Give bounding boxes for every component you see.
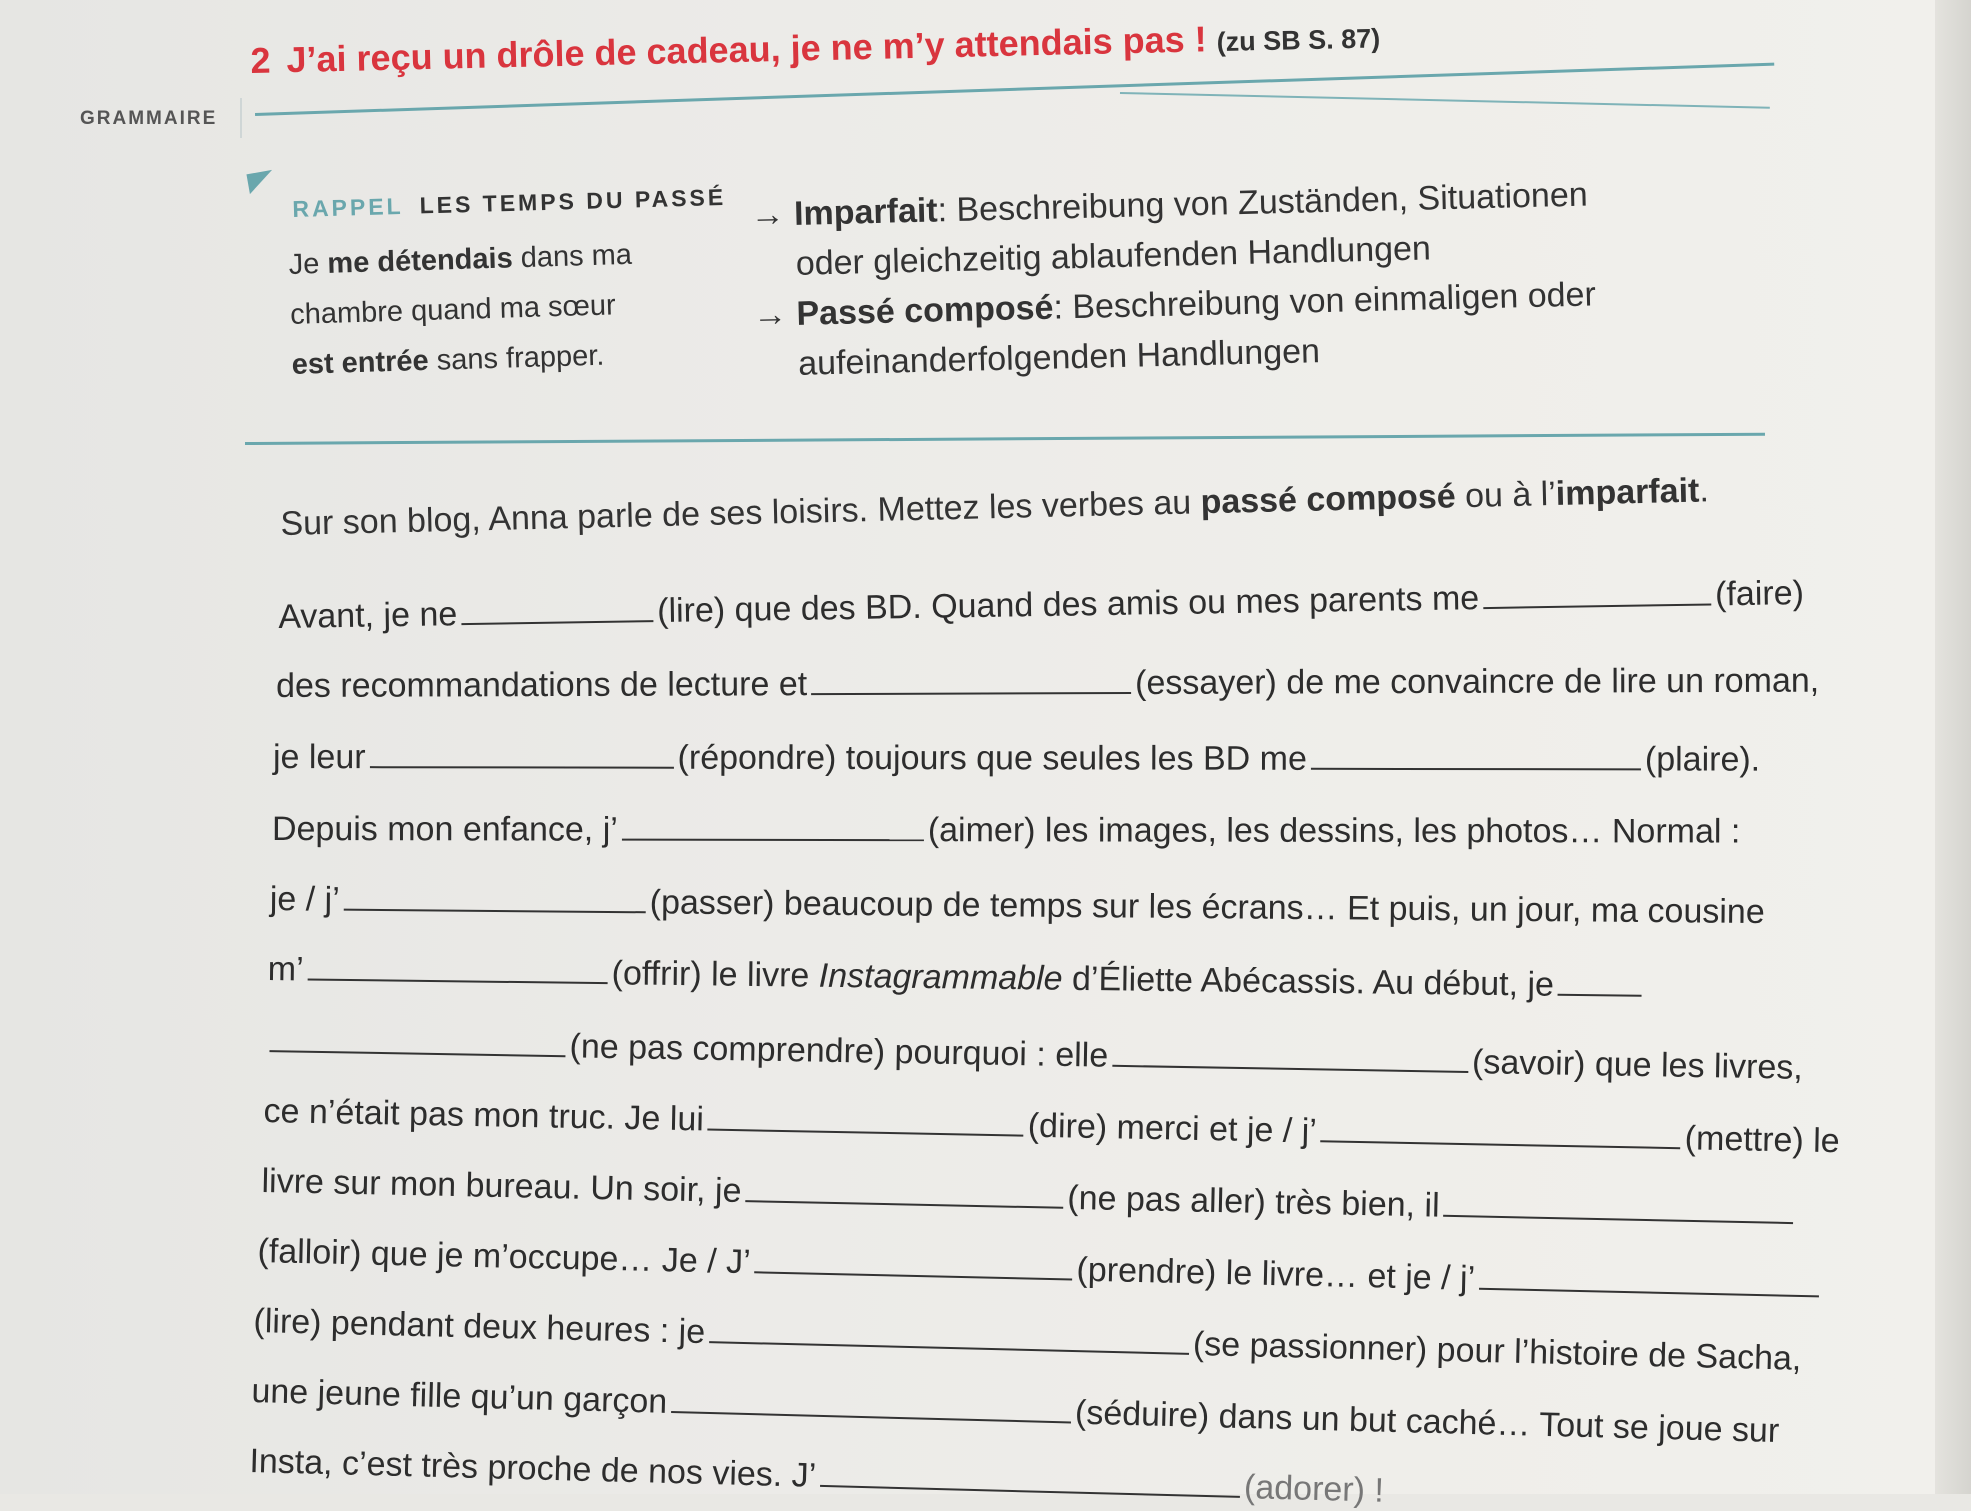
line-text: (ne pas aller) très bien, il — [1067, 1178, 1441, 1225]
line-text: (essayer) de me convaincre de lire un roman, — [1135, 661, 1820, 703]
exercise-line-3 — [273, 738, 1760, 780]
line-text: (plaire). — [1644, 740, 1761, 779]
exercise-line-11 — [253, 1302, 1802, 1379]
answer-blank[interactable] — [461, 592, 653, 625]
answer-blank[interactable] — [308, 950, 608, 984]
instruction-term-imparfait: imparfait — [1555, 471, 1700, 513]
rule-term-passe: Passé composé — [796, 288, 1054, 333]
line-text: (ne pas comprendre) pourquoi : elle — [569, 1027, 1109, 1075]
line-text: (falloir) que je m’occupe… Je / J’ — [257, 1232, 752, 1282]
exercise-number: 2 — [250, 39, 271, 81]
answer-blank[interactable] — [622, 811, 924, 842]
line-text: (passer) beaucoup de temps sur les écrans… Et puis, un jour, ma cousine — [649, 883, 1765, 932]
line-text: une jeune fille qu’un garçon — [251, 1372, 668, 1421]
exercise-line-13 — [249, 1442, 1384, 1511]
instruction-text: ou à l’ — [1455, 474, 1557, 516]
line-text: (répondre) toujours que seules les BD me — [677, 738, 1307, 778]
exercise-line-1 — [278, 574, 1804, 637]
answer-blank[interactable] — [1311, 740, 1641, 771]
answer-blank[interactable] — [344, 881, 646, 914]
exercise-title: J’ai reçu un drôle de cadeau, je ne m’y attendais pas ! — [286, 18, 1208, 81]
exercise-line-9 — [261, 1162, 1798, 1233]
exercise-line-2 — [276, 662, 1819, 706]
line-text: je / j’ — [269, 880, 340, 919]
exercise-line-8 — [263, 1092, 1840, 1161]
instruction-term-passe: passé composé — [1200, 477, 1457, 522]
line-text: livre sur mon bureau. Un soir, je — [261, 1162, 742, 1211]
exercise-line-7 — [265, 1022, 1803, 1088]
answer-blank[interactable] — [745, 1172, 1064, 1209]
rule-imparfait-line-2: oder gleichzeitig ablaufenden Handlungen — [795, 229, 1432, 283]
exercise-line-10 — [257, 1232, 1823, 1307]
line-text: Depuis mon enfance, j’ — [271, 810, 618, 849]
exercise-line-4 — [272, 810, 1740, 852]
line-text: (dire) merci et je / j’ — [1027, 1106, 1318, 1151]
exercise-line-6 — [268, 950, 1647, 1006]
line-text: (savoir) que les livres, — [1471, 1043, 1804, 1087]
line-text: (séduire) dans un but caché… Tout se joue sur — [1074, 1393, 1780, 1450]
example-text: Je — [288, 247, 328, 281]
rappel-title: LES TEMPS DU PASSÉ — [419, 183, 727, 219]
answer-blank[interactable] — [269, 1022, 565, 1057]
example-line-2: chambre quand ma sœur — [289, 289, 617, 331]
arrow-right-icon: → — [752, 295, 788, 334]
arrow-right-icon: → — [750, 195, 786, 234]
answer-blank[interactable] — [1112, 1037, 1468, 1073]
answer-blank[interactable] — [708, 1101, 1025, 1137]
answer-blank[interactable] — [820, 1457, 1241, 1498]
answer-blank[interactable] — [754, 1243, 1073, 1280]
line-text: (se passionner) pour l’histoire de Sacha, — [1192, 1324, 1802, 1378]
exercise-reference: (zu SB S. 87) — [1216, 23, 1381, 58]
line-text: ce n’était pas mon truc. Je lui — [263, 1092, 705, 1139]
line-text: (offrir) le livre — [611, 954, 820, 995]
answer-blank[interactable] — [1443, 1187, 1794, 1224]
example-text: dans ma — [512, 238, 633, 275]
book-title: Instagrammable — [818, 956, 1063, 998]
exercise-line-12 — [251, 1372, 1780, 1451]
example-verb-imparfait: me détendais — [326, 242, 514, 280]
rule-text: : Beschreibung von Zuständen, Situationen — [937, 175, 1589, 230]
rappel-label: RAPPEL — [292, 192, 404, 222]
line-text: Avant, je ne — [278, 595, 458, 636]
line-text: (adorer) ! — [1243, 1468, 1385, 1510]
answer-blank[interactable] — [671, 1383, 1072, 1423]
line-text: (mettre) le — [1684, 1119, 1841, 1161]
section-label: GRAMMAIRE — [80, 108, 218, 129]
rule-term-imparfait: Imparfait — [793, 191, 939, 233]
answer-blank[interactable] — [1479, 1260, 1820, 1298]
answer-blank[interactable] — [1483, 575, 1711, 609]
instruction-text: Sur son blog, Anna parle de ses loisirs. Mettez les verbes au — [280, 483, 1202, 543]
example-text: sans frapper. — [428, 339, 605, 377]
answer-blank[interactable] — [709, 1313, 1190, 1355]
answer-blank[interactable] — [1321, 1112, 1682, 1149]
answer-blank[interactable] — [370, 738, 674, 769]
line-text: des recommandations de lecture et — [276, 665, 808, 705]
line-text: (lire) pendant deux heures : je — [253, 1302, 706, 1352]
example-verb-passe: est entrée — [291, 344, 430, 381]
line-text: je leur — [272, 738, 366, 777]
rule-text: : Beschreibung von einmaligen oder — [1052, 275, 1597, 327]
line-text: Insta, c’est très proche de nos vies. J’ — [249, 1442, 817, 1495]
line-text: (faire) — [1714, 574, 1805, 614]
answer-blank[interactable] — [1558, 966, 1642, 997]
rule-passe-line-2: aufeinanderfolgenden Handlungen — [797, 332, 1321, 383]
instruction-text: . — [1698, 471, 1710, 510]
line-text: (prendre) le livre… et je / j’ — [1076, 1250, 1476, 1298]
line-text: (lire) que des BD. Quand des amis ou mes parents me — [656, 579, 1480, 631]
line-text: d’Éliette Abécassis. Au début, je — [1062, 959, 1555, 1004]
line-text: m’ — [267, 950, 304, 989]
line-text: (aimer) les images, les dessins, les photos… Normal : — [927, 811, 1741, 851]
exercise-line-5 — [270, 880, 1765, 932]
answer-blank[interactable] — [811, 664, 1131, 695]
